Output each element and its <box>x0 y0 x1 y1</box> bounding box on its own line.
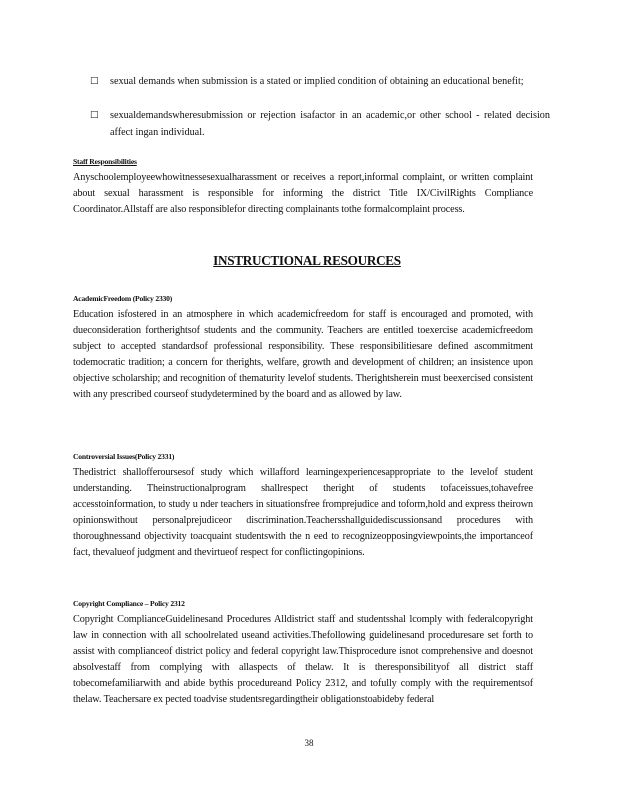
section-heading: Staff Responsibilities <box>73 157 137 166</box>
section-heading: Controversial Issues(Policy 2331) <box>73 452 175 461</box>
section-body: Education isfostered in an atmosphere in which academicfreedom for staff is encouraged and promoted, with dueconsideration fortherightsof students and the community. Teachers are entitled toexercise academicfreedom subject to accepted standardsof professional responsibility. These responsibilitiesare defined ascommitment todemocratic tradition; a concern for therights, welfare, growth and development of children; an insistence upon objective scholarship; and recognition of thematurity levelof students. Therightsherein must beexercised consistent with any prescribed courseof studydetermined by the board and as allowed by law. <box>73 309 533 401</box>
copyright-compliance-section <box>73 598 533 709</box>
bullet-box-icon: □ <box>90 110 99 120</box>
staff-responsibilities-section <box>73 156 533 218</box>
section-heading: AcademicFreedom (Policy 2330) <box>73 294 173 303</box>
page-title: INSTRUCTIONAL RESOURCES <box>213 253 401 268</box>
section-body: Copyright ComplianceGuidelinesand Procedures Alldistrict staff and studentsshal lcomply with federalcopyright law in connection with all schoolrelated useand activities.Thefollowing guidelinesand proceduresare set forth to assist with complianceof district policy and federal copyright law.Thisprocedure isnot comprehensive and doesnot absolvestaff from complying with allaspects of thelaw. It is theresponsibilityof all district staff tobecomefamiliarwith and abide bythis procedureand Policy 2312, and tofully comply with the requirementsof thelaw. Teachersare ex pected toadvise studentsregardingtheir obligationstoabideby federal <box>73 614 533 706</box>
bullet-box-icon: □ <box>90 76 99 86</box>
section-body: Anyschoolemployeewhowitnessesexualharassment or receives a report,informal complaint, or written complaint about sexual harassment is responsible for informing the district Title IX/CivilRights Compliance Coordinator.Allstaff are also responsiblefor directing complainants tothe formalcomplaint process. <box>73 172 533 216</box>
section-body: Thedistrict shallofferoursesof study which willafford learningexperiencesappropriate to the levelof student understanding. Theinstructionalprogram shallrespect theright of students tofaceissues,tohavefree accesstoinformation, to study u nder teachers in situationsfree fromprejudice and toform,hold and express theirown opinionswithout personalprejudiceor discrimination.Teachersshallguidediscussionsand procedures with thoroughnessand objectivity toacquaint studentswith the n eed to recognizeopposingviewpoints,the importanceof fact, thevalueof judgment and thevirtueof respect for conflictingopinions. <box>73 467 533 559</box>
bullet-text: sexual demands when submission is a stated or implied condition of obtaining an educational benefit; <box>110 76 524 87</box>
page-number: 38 <box>304 738 314 748</box>
controversial-issues-section <box>73 451 533 562</box>
bullet-text: sexualdemandswheresubmission or rejection isafactor in an academic,or other school - related decision affect ingan individual. <box>110 110 550 138</box>
section-heading: Copyright Compliance – Policy 2312 <box>73 599 185 608</box>
academic-freedom-section <box>73 293 533 404</box>
